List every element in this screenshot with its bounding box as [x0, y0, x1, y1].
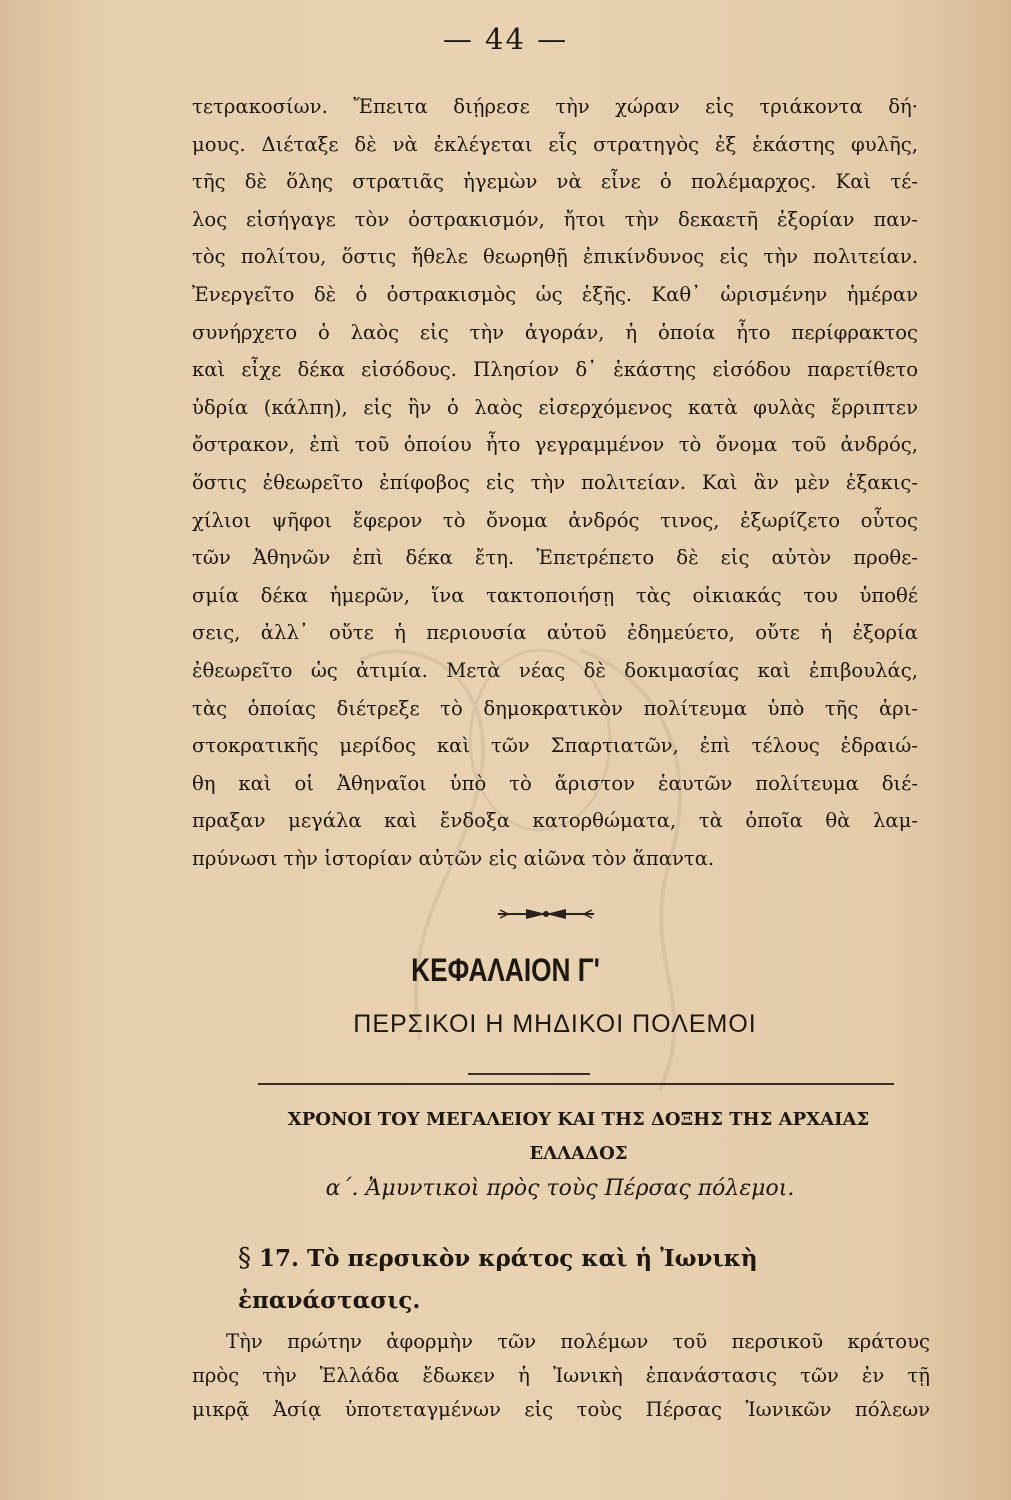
body-line: μους. Διέταξε δὲ νὰ ἐκλέγεται εἷς στρατηγὸς ἐξ ἑκάστης φυλῆς, [192, 132, 918, 156]
chapter-title: ΚΕΦΑΛΑΙΟΝ Γ' [411, 952, 600, 988]
body-line: ὄστρακον, ἐπὶ τοῦ ὁποίου ἦτο γεγραμμένον τὸ ὄνομα τοῦ ἀνδρός, [192, 433, 918, 457]
body-line: στοκρατικῆς μερίδος καὶ τῶν Σπαρτιατῶν, ἐπὶ τέλους ἑδραιώ- [192, 734, 918, 758]
paragraph-heading-text: Τὸ περσικὸν κράτος καὶ ἡ Ἰωνικὴ ἐπανάστασις. [238, 1245, 758, 1314]
paragraph-line: Τὴν πρώτην ἀφορμὴν τῶν πολέμων τοῦ περσικοῦ κράτους [226, 1330, 930, 1353]
body-line: Ἐνεργεῖτο δὲ ὁ ὀστρακισμὸς ὡς ἑξῆς. Καθ᾽ ὡρισμένην ἡμέραν [192, 282, 918, 306]
body-line: ἐθεωρεῖτο ὡς ἀτιμία. Μετὰ νέας δὲ δοκιμασίας καὶ ἐπιβουλάς, [192, 658, 918, 682]
body-line: ὅστις ἐθεωρεῖτο ἐπίφοβος εἰς τὴν πολιτείαν. Καὶ ἂν μὲν ἑξακις- [192, 470, 918, 494]
body-line: σμία δέκα ἡμερῶν, ἵνα τακτοποιήσῃ τὰς οἰκιακάς του ὑποθέ [192, 583, 918, 607]
paragraph-number: 17. [259, 1245, 300, 1272]
divider-rule [468, 1073, 590, 1075]
chapter-subtitle: ΠΕΡΣΙΚΟΙ Η ΜΗΔΙΚΟΙ ΠΟΛΕΜΟΙ [353, 1010, 757, 1038]
body-text [192, 88, 918, 877]
body-line: τὸς πολίτου, ὅστις ἤθελε θεωρηθῇ ἐπικίνδυνος εἰς τὴν πολιτείαν. [192, 245, 918, 269]
page-number: — 44 — [442, 22, 569, 56]
paragraph-line: μικρᾷ Ἀσίᾳ ὑποτεταγμένων εἰς τοὺς Πέρσας Ἰωνικῶν πόλεων [192, 1398, 930, 1421]
body-line: χίλιοι ψῆφοι ἔφερον τὸ ὄνομα ἀνδρός τινος, ἐξωρίζετο οὗτος [192, 508, 918, 532]
body-line: καὶ εἶχε δέκα εἰσόδους. Πλησίον δ᾽ ἑκάστης εἰσόδου παρετίθετο [192, 358, 918, 382]
body-line: πρύνωσι τὴν ἱστορίαν αὐτῶν εἰς αἰῶνα τὸν ἅπαντα. [192, 846, 715, 870]
paragraph-body [192, 1325, 930, 1427]
divider-rule [258, 1083, 894, 1085]
body-line: πραξαν μεγάλα καὶ ἔνδοξα κατορθώματα, τὰ ὁποῖα θὰ λαμ- [192, 809, 918, 833]
body-line: τὰς ὁποίας διέτρεξε τὸ δημοκρατικὸν πολίτευμα ὑπὸ τῆς ἀρι- [192, 696, 918, 720]
body-line: τῆς δὲ ὅλης στρατιᾶς ἡγεμὼν νὰ εἶνε ὁ πολέμαρχος. Καὶ τέ- [192, 170, 918, 194]
body-line: σεις, ἀλλ᾽ οὔτε ἡ περιουσία αὐτοῦ ἐδημεύετο, οὔτε ἡ ἐξορία [192, 621, 918, 645]
paragraph-heading [238, 1237, 928, 1322]
section-subtitle: α΄. Ἀμυντικοὶ πρὸς τοὺς Πέρσας πόλεμοι. [325, 1176, 795, 1201]
body-line: τετρακοσίων. Ἔπειτα διῄρεσε τὴν χώραν εἰς τριάκοντα δή· [192, 95, 918, 118]
era-title: ΧΡΟΝΟΙ ΤΟΥ ΜΕΓΑΛΕΙΟΥ ΚΑΙ ΤΗΣ ΔΟΞΗΣ ΤΗΣ ΑΡΧΑΙΑΣ ΕΛΛΑΔΟΣ [287, 1109, 870, 1164]
section-symbol: § [238, 1243, 251, 1273]
body-line: θη καὶ οἱ Ἀθηναῖοι ὑπὸ τὸ ἄριστον ἑαυτῶν πολίτευμα διέ- [192, 771, 918, 795]
body-line: συνήρχετο ὁ λαὸς εἰς τὴν ἀγοράν, ἡ ὁποία ἦτο περίφρακτος [192, 320, 918, 344]
paragraph-line: πρὸς τὴν Ἑλλάδα ἔδωκεν ἡ Ἰωνικὴ ἐπανάστασις τῶν ἐν τῇ [192, 1364, 930, 1387]
body-line: λος εἰσήγαγε τὸν ὀστρακισμόν, ἤτοι τὴν δεκαετῆ ἐξορίαν παν- [192, 207, 918, 231]
ornament-divider-icon [496, 906, 596, 922]
body-line: ὑδρία (κάλπη), εἰς ἣν ὁ λαὸς εἰσερχόμενος κατὰ φυλὰς ἔρριπτεν [192, 395, 918, 419]
body-line: τῶν Ἀθηνῶν ἐπὶ δέκα ἔτη. Ἐπετρέπετο δὲ εἰς αὐτὸν προθε- [192, 546, 918, 570]
